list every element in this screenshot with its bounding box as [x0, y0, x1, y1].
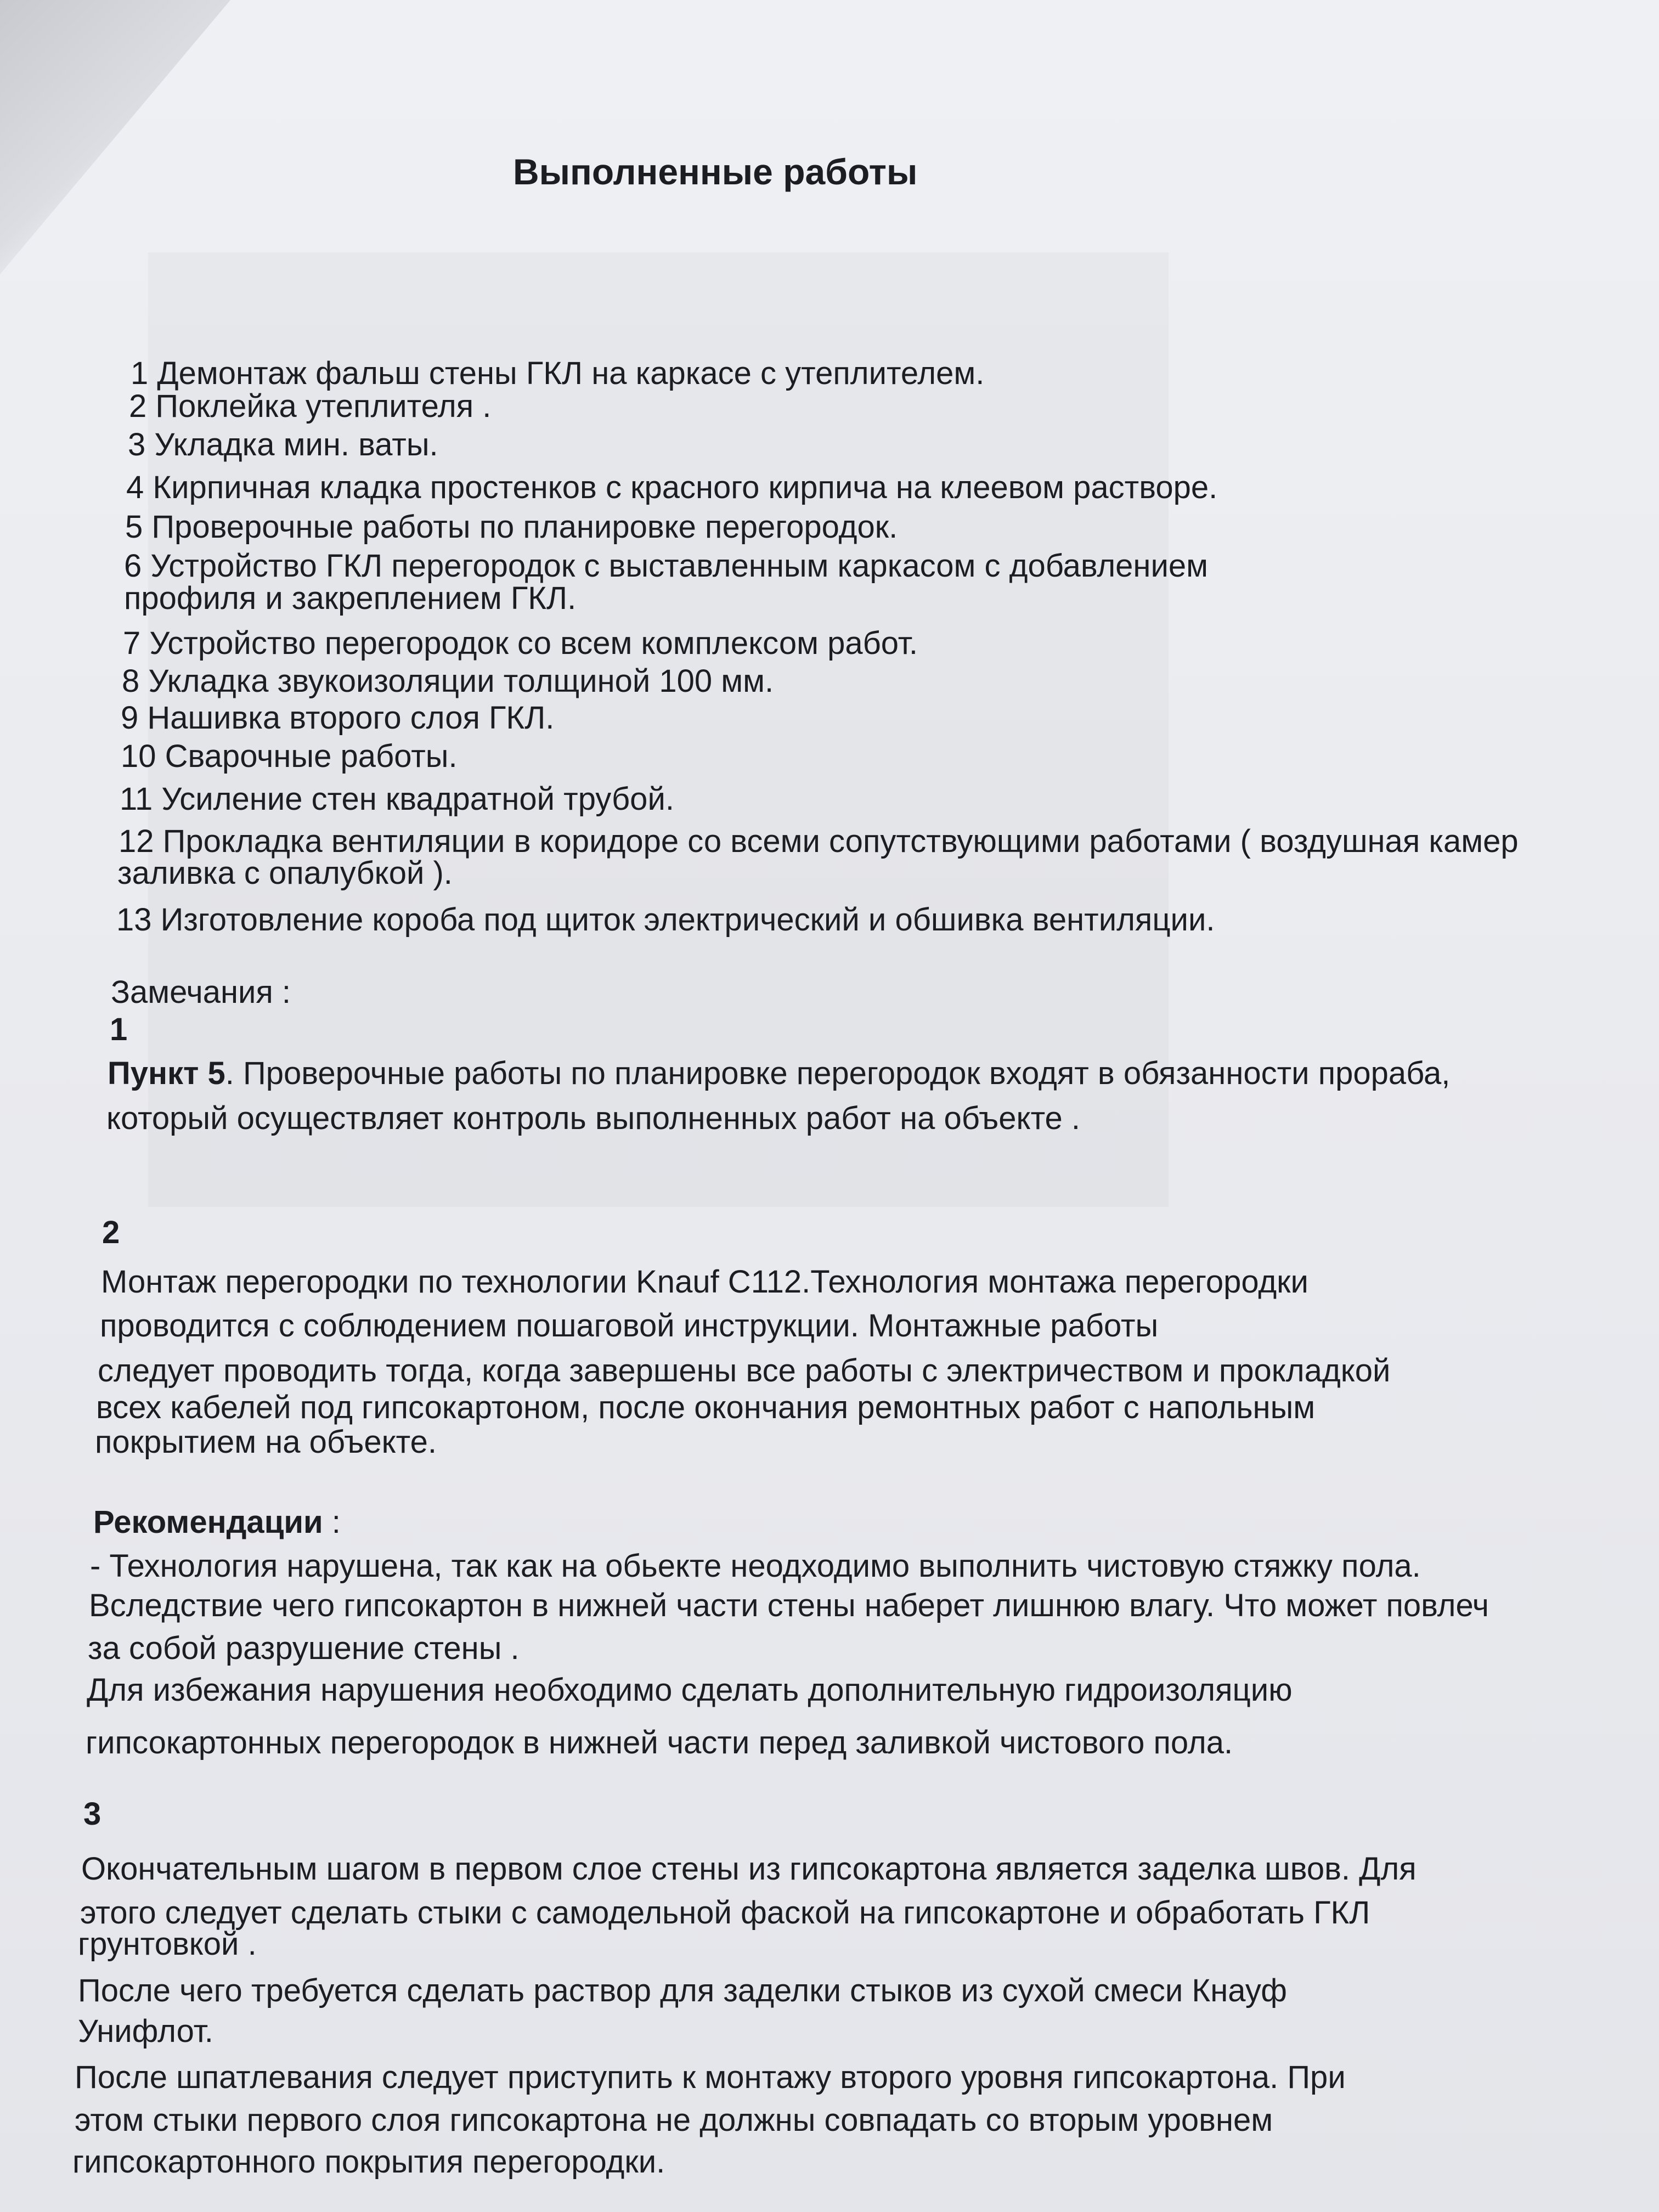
- remark-3-line: гипсокартонного покрытия перегородки.: [72, 2144, 665, 2180]
- remark-2-line: покрытием на объекте.: [95, 1424, 437, 1460]
- recommendations-heading: Рекомендации :: [93, 1504, 341, 1540]
- work-item: 12 Прокладка вентиляции в коридоре со всеми сопутствующими работами ( воздушная камер: [119, 823, 1519, 859]
- remark-2-line: Монтаж перегородки по технологии Knauf С112.Технология монтажа перегородки: [101, 1264, 1308, 1300]
- work-item: заливка с опалубкой ).: [117, 855, 453, 891]
- work-item: 3 Укладка мин. ваты.: [128, 427, 438, 462]
- remark-number: 2: [102, 1215, 120, 1250]
- work-item: профиля и закреплением ГКЛ.: [124, 580, 577, 616]
- remark-3-line: этого следует сделать стыки с самодельной фаской на гипсокартоне и обработать ГКЛ: [80, 1895, 1370, 1931]
- work-item: 5 Проверочные работы по планировке перегородок.: [125, 509, 898, 545]
- remark-number: 1: [110, 1012, 128, 1047]
- work-item: 8 Укладка звукоизоляции толщиной 100 мм.: [122, 663, 774, 699]
- work-item: 10 Сварочные работы.: [121, 738, 458, 774]
- remark-3-line: После чего требуется сделать раствор для заделки стыков из сухой смеси Кнауф: [78, 1973, 1287, 2008]
- work-item: 1 Демонтаж фальш стены ГКЛ на каркасе с утеплителем.: [131, 356, 985, 391]
- recommendation-line: гипсокартонных перегородок в нижней части перед заливкой чистового пола.: [86, 1725, 1233, 1760]
- remark-1-line-2: который осуществляет контроль выполненных работ на объекте .: [106, 1101, 1080, 1136]
- remark-2-line: всех кабелей под гипсокартоном, после окончания ремонтных работ с напольным: [96, 1390, 1316, 1425]
- remark-3-line: Унифлот.: [78, 2013, 213, 2049]
- remarks-heading: Замечания :: [111, 974, 291, 1010]
- work-item: 13 Изготовление короба под щиток электрический и обшивка вентиляции.: [116, 902, 1215, 938]
- remark-3-line: грунтовкой .: [78, 1926, 257, 1962]
- recommendation-line: Вследствие чего гипсокартон в нижней части стены наберет лишнюю влагу. Что может повлеч: [89, 1588, 1489, 1623]
- remark-3-line: этом стыки первого слоя гипсокартона не должны совпадать со вторым уровнем: [75, 2102, 1273, 2138]
- recommendation-line: Для избежания нарушения необходимо сделать дополнительную гидроизоляцию: [87, 1672, 1293, 1708]
- remark-2-line: проводится с соблюдением пошаговой инструкции. Монтажные работы: [100, 1308, 1159, 1344]
- work-item: 6 Устройство ГКЛ перегородок с выставленным каркасом с добавлением: [124, 548, 1208, 584]
- recommendation-line: за собой разрушение стены .: [88, 1630, 520, 1666]
- work-item: 2 Поклейка утеплителя .: [129, 388, 492, 424]
- recommendation-line: - Технология нарушена, так как на обьекте неодходимо выполнить чистовую стяжку пола.: [90, 1548, 1421, 1584]
- work-item: 7 Устройство перегородок со всем комплексом работ.: [123, 625, 918, 661]
- work-item: 4 Кирпичная кладка простенков с красного кирпича на клеевом растворе.: [126, 470, 1218, 505]
- remark-3-line: После шпатлевания следует приступить к монтажу второго уровня гипсокартона. При: [75, 2059, 1346, 2095]
- document-title: Выполненные работы: [513, 151, 918, 192]
- work-item: 9 Нашивка второго слоя ГКЛ.: [121, 700, 555, 736]
- remark-1-line-1: Пункт 5. Проверочные работы по планировке перегородок входят в обязанности прораба,: [108, 1056, 1451, 1091]
- work-item: 11 Усиление стен квадратной трубой.: [120, 781, 674, 817]
- remark-2-line: следует проводить тогда, когда завершены все работы с электричеством и прокладкой: [98, 1353, 1391, 1389]
- remark-3-line: Окончательным шагом в первом слое стены из гипсокартона является заделка швов. Для: [81, 1851, 1417, 1887]
- remark-1-bold: Пункт 5: [108, 1056, 225, 1091]
- remark-number: 3: [83, 1796, 101, 1832]
